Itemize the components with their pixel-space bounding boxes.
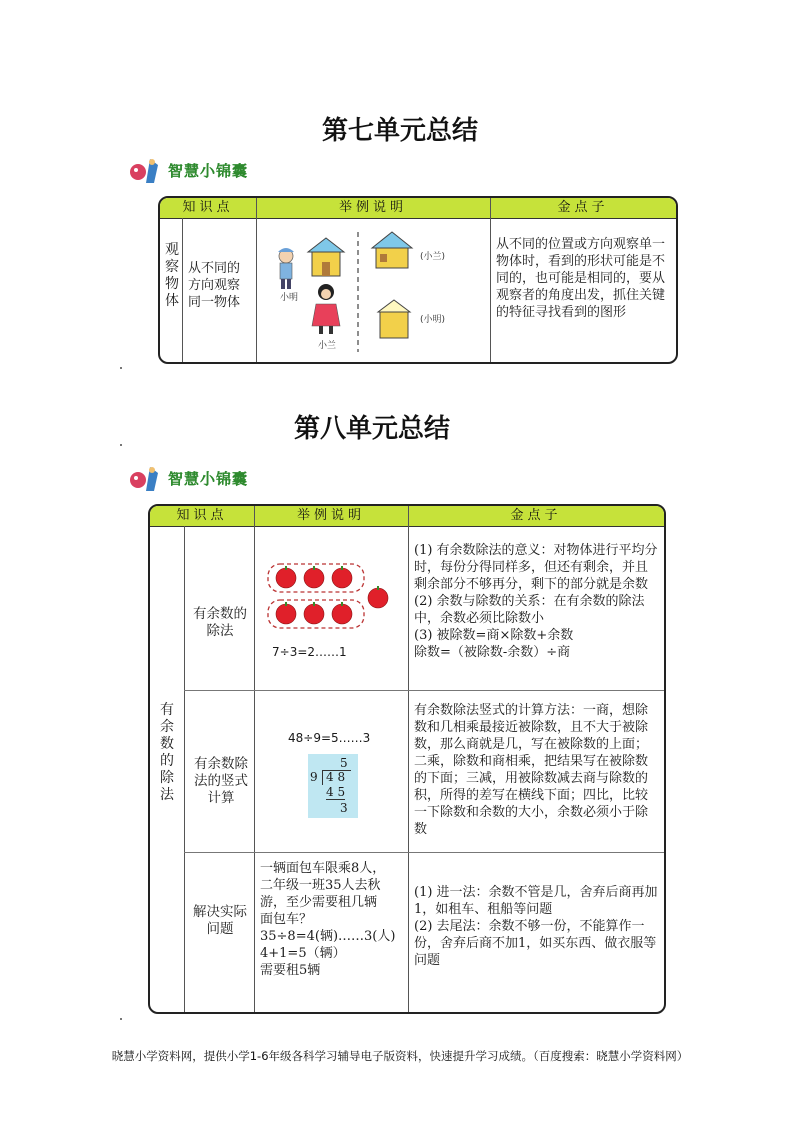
row2-tip: 有余数除法竖式的计算方法：一商，想除数和几相乘最接近被除数，且不大于被除数，那么商就是几，写在被除数的上面；二乘，除数和商相乘，把结果写在被除数的下面；三减，用被除数减去商与除数的积，所得的差写在横线下面；四比，比较一下除数和余数的大小，余数必须小于除数 — [414, 703, 649, 837]
header-knowledge: 知识点 — [176, 508, 228, 523]
tip-4: 除数=（被除数-余数）÷商 — [414, 645, 571, 660]
row1-tips — [414, 542, 658, 661]
badge-label: 智慧小锦囊 — [168, 469, 249, 488]
long-division — [308, 754, 358, 818]
header-tip: 金点子 — [557, 200, 609, 215]
tip-2: (2) 去尾法：余数不够一份，不能算作一份，舍弃后商不加1，如买东西、做衣服等问题 — [414, 919, 657, 968]
page-footer: 晓慧小学资料网，提供小学1-6年级各科学习辅导电子版资料，快速提升学习成绩。（百度搜索：晓慧小学资料网） — [111, 1049, 689, 1063]
house-front — [308, 238, 344, 276]
example-line: 需要租5辆 — [260, 963, 321, 978]
unit7-badge — [128, 155, 248, 185]
row2-point: 有余数除法的竖式计算 — [194, 756, 248, 806]
product: 4 5 — [326, 785, 346, 799]
knowledge-point: 从不同的方向观察同一物体 — [188, 261, 241, 310]
dividend: 4 8 — [326, 770, 346, 784]
tip-1: (1) 有余数除法的意义：对物体进行平均分时，每份分得同样多，但还有剩余，并且剩余部分不够再分，剩下的部分就是余数 — [414, 543, 658, 592]
unit8-title: 第八单元总结 — [293, 414, 450, 444]
header-example: 举例说明 — [338, 200, 407, 215]
example-line: 二年级一班35人去秋 — [260, 878, 381, 893]
topic-vertical: 观察物体 — [165, 242, 179, 309]
observation-illustration — [260, 222, 486, 358]
row3-tips — [414, 884, 658, 969]
example-line: 一辆面包车限乘8人， — [260, 861, 386, 876]
example-line: 4+1=5（辆） — [260, 946, 346, 961]
quotient: 5 — [340, 756, 348, 770]
example-line: 游，至少需要租几辆 — [260, 895, 378, 910]
caption-xiaoming: (小明) — [420, 315, 446, 325]
caption-xiaolan: (小兰) — [420, 252, 446, 262]
tip-1: (1) 进一法：余数不管是几，舍弃后商再加1，如租车、租船等问题 — [414, 885, 658, 917]
badge-label: 智慧小锦囊 — [168, 161, 249, 180]
divisor: 9 — [310, 770, 318, 784]
unit8-table — [148, 504, 666, 1014]
label-xiaolan: 小兰 — [318, 341, 337, 351]
row3-point: 解决实际问题 — [193, 904, 247, 937]
remainder: 3 — [340, 801, 348, 815]
unit7-tip: 从不同的位置或方向观察单一物体时，看到的形状可能是不同的，也可能是相同的，要从观察者的角度出发，抓住关键的特征寻找看到的图形 — [496, 237, 666, 320]
example-line: 35÷8=4(辆)……3(人) — [260, 929, 396, 944]
apples-illustration — [262, 560, 402, 640]
topic-vertical: 有余数的除法 — [160, 702, 174, 803]
tip-3: (3) 被除数=商×除数+余数 — [414, 628, 574, 643]
girl-figure — [312, 284, 340, 334]
unit7-table — [158, 196, 678, 364]
house-other — [378, 300, 410, 338]
row1-point: 有余数的除法 — [193, 606, 247, 639]
house-side — [372, 232, 412, 268]
boy-figure — [278, 248, 294, 289]
header-tip: 金点子 — [510, 508, 562, 523]
mascot-icon — [128, 155, 162, 185]
tip-2: (2) 余数与除数的关系：在有余数的除法中，余数必须比除数小 — [414, 594, 645, 626]
header-example: 举例说明 — [296, 508, 365, 523]
unit7-title: 第七单元总结 — [321, 116, 478, 146]
example-line: 面包车？ — [260, 912, 313, 927]
unit8-badge — [128, 463, 248, 493]
row2-equation: 48÷9=5……3 — [288, 731, 371, 745]
row3-example — [260, 860, 406, 979]
header-knowledge: 知识点 — [182, 200, 234, 215]
label-xiaoming: 小明 — [280, 293, 299, 303]
row1-equation: 7÷3=2……1 — [272, 645, 347, 659]
mascot-icon — [128, 463, 162, 493]
